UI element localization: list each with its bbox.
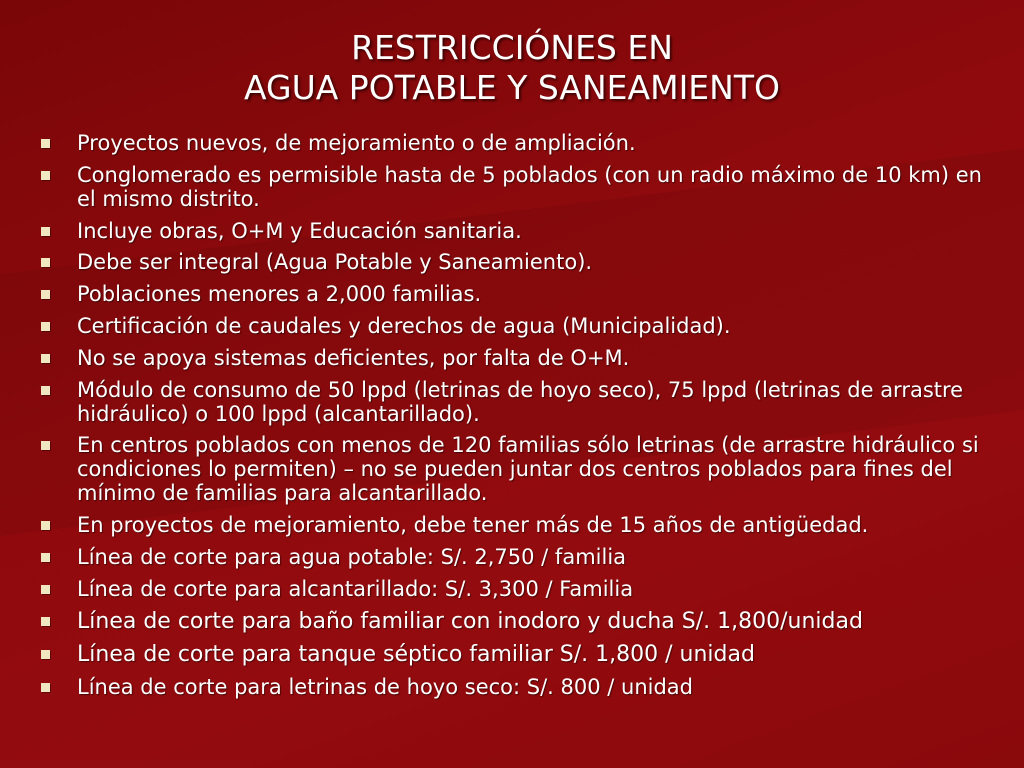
square-bullet-icon (41, 521, 50, 530)
bullet-item (40, 219, 1000, 243)
square-bullet-icon (41, 553, 50, 562)
bullet-text: Línea de corte para alcantarillado: S/. 3,300 / Familia (77, 576, 634, 601)
square-bullet-icon (41, 171, 50, 180)
bullet-text: Conglomerado es permisible hasta de 5 poblados (con un radio máximo de 10 km) en el mismo distrito. (77, 162, 982, 211)
bullet-text: Módulo de consumo de 50 lppd (letrinas de hoyo seco), 75 lppd (letrinas de arrastre hidráulico) o 100 lppd (alcantarillado). (77, 377, 964, 426)
square-bullet-icon (41, 441, 50, 450)
title-line-1: RESTRICCIÓNES EN (351, 28, 673, 67)
square-bullet-icon (41, 290, 50, 299)
bullet-item (40, 378, 1000, 426)
bullet-item (40, 131, 1000, 155)
bullet-item (40, 314, 1000, 338)
bullet-item (40, 642, 1000, 668)
slide-title (0, 28, 1024, 108)
bullet-text: En centros poblados con menos de 120 familias sólo letrinas (de arrastre hidráulico si condiciones lo permiten) – no se pueden juntar dos centros poblados para fines del mínimo de familias para alcantarillado. (77, 433, 979, 506)
square-bullet-icon (41, 227, 50, 236)
square-bullet-icon (41, 683, 50, 692)
square-bullet-icon (41, 617, 50, 626)
bullet-item (40, 346, 1000, 370)
title-line-2: AGUA POTABLE Y SANEAMIENTO (244, 68, 780, 107)
bullet-text: Línea de corte para baño familiar con inodoro y ducha S/. 1,800/unidad (77, 608, 863, 634)
square-bullet-icon (41, 354, 50, 363)
bullet-text: Línea de corte para tanque séptico familiar S/. 1,800 / unidad (77, 641, 755, 667)
bullet-list (40, 131, 1000, 706)
square-bullet-icon (41, 139, 50, 148)
bullet-item (40, 545, 1000, 569)
bullet-text: Incluye obras, O+M y Educación sanitaria. (77, 218, 522, 243)
bullet-text: Línea de corte para letrinas de hoyo seco: S/. 800 / unidad (77, 674, 694, 699)
bullet-text: Proyectos nuevos, de mejoramiento o de ampliación. (77, 131, 636, 155)
square-bullet-icon (41, 585, 50, 594)
bullet-item (40, 163, 1000, 211)
bullet-item (40, 282, 1000, 306)
square-bullet-icon (41, 650, 50, 659)
bullet-item (40, 513, 1000, 537)
bullet-item (40, 577, 1000, 601)
bullet-text: Poblaciones menores a 2,000 familias. (77, 282, 482, 307)
bullet-text: En proyectos de mejoramiento, debe tener más de 15 años de antigüedad. (77, 513, 869, 538)
bullet-item (40, 250, 1000, 274)
bullet-item (40, 433, 1000, 505)
bullet-text: Línea de corte para agua potable: S/. 2,750 / familia (77, 544, 627, 569)
bullet-text: Certificación de caudales y derechos de agua (Municipalidad). (77, 313, 731, 338)
bullet-text: Debe ser integral (Agua Potable y Saneamiento). (77, 250, 593, 275)
square-bullet-icon (41, 258, 50, 267)
bullet-item (40, 675, 1000, 699)
square-bullet-icon (41, 322, 50, 331)
square-bullet-icon (41, 386, 50, 395)
bullet-item (40, 609, 1000, 635)
bullet-text: No se apoya sistemas deficientes, por falta de O+M. (77, 345, 630, 370)
